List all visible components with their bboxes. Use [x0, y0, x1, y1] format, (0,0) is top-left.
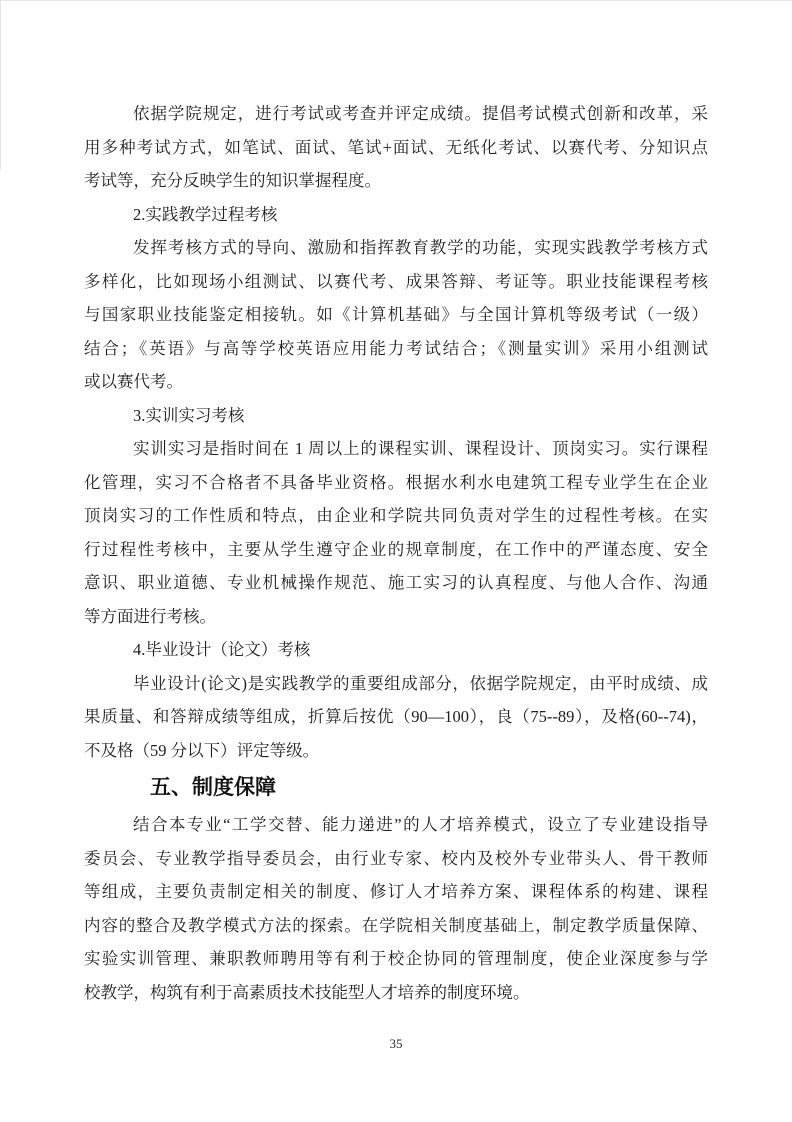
text-line: 意识、职业道德、专业机械操作规范、施工实习的认真程度、与他人合作、沟通 [84, 573, 708, 592]
text-line: 与国家职业技能鉴定相接轨。如《计算机基础》与全国计算机等级考试（一级） [84, 305, 708, 324]
text-line: 内容的整合及教学模式方法的探索。在学院相关制度基础上，制定教学质量保障、 [84, 915, 708, 935]
page-top-edge [0, 0, 792, 1]
numbered-item-heading: 3.实训实习考核 [133, 405, 245, 425]
text-line: 结合本专业“工学交替、能力递进”的人才培养模式，设立了专业建设指导 [133, 815, 708, 834]
page-left-edge [0, 0, 1, 170]
text-line: 不及格（59 分以下）评定等级。 [84, 740, 320, 760]
text-line: 果质量、和答辩成绩等组成，折算后按优（90—100），良（75--89），及格(60--74)， [84, 707, 708, 726]
text-line: 等组成，主要负责制定相关的制度、修订人才培养方案、课程体系的构建、课程 [84, 882, 708, 901]
paragraph [84, 97, 708, 198]
paragraph [84, 432, 708, 633]
text-line: 等方面进行考核。 [84, 606, 216, 626]
text-line: 结合；《英语》与高等学校英语应用能力考试结合；《测量实训》采用小组测试 [84, 338, 708, 358]
text-line: 用多种考试方式，如笔试、面试、笔试+面试、无纸化考试、以赛代考、分知识点 [84, 137, 708, 157]
text-line: 多样化，比如现场小组测试、以赛代考、成果答辩、考证等。职业技能课程考核 [84, 271, 708, 291]
numbered-item-heading: 2.实践教学过程考核 [133, 204, 278, 224]
paragraph [84, 808, 708, 1009]
text-line: 毕业设计(论文)是实践教学的重要组成部分，依据学院规定，由平时成绩、成 [133, 673, 708, 693]
text-line: 行过程性考核中，主要从学生遵守企业的规章制度，在工作中的严谨态度、安全 [84, 539, 708, 559]
document-body [84, 97, 708, 1009]
text-line: 委员会、专业教学指导委员会，由行业专家、校内及校外专业带头人、骨干教师 [84, 848, 708, 868]
text-line: 实训实习是指时间在 1 周以上的课程实训、课程设计、顶岗实习。实行课程 [133, 439, 708, 458]
text-line: 或以赛代考。 [84, 372, 183, 391]
page-number: 35 [389, 1036, 403, 1051]
text-line: 依据学院规定，进行考试或考查并评定成绩。提倡考试模式创新和改革，采 [133, 104, 708, 123]
text-line: 发挥考核方式的导向、激励和指挥教育教学的功能，实现实践教学考核方式 [133, 238, 708, 257]
paragraph [84, 667, 708, 768]
text-line: 校教学，构筑有利于高素质技术技能型人才培养的制度环境。 [84, 982, 530, 1002]
text-line: 实验实训管理、兼职教师聘用等有利于校企协同的管理制度，使企业深度参与学 [84, 949, 708, 968]
numbered-item-heading: 4.毕业设计（论文）考核 [133, 640, 311, 659]
text-line: 顶岗实习的工作性质和特点，由企业和学院共同负责对学生的过程性考核。在实 [84, 506, 708, 525]
text-line: 化管理，实习不合格者不具备毕业资格。根据水利水电建筑工程专业学生在企业 [84, 472, 708, 492]
text-line: 考试等，充分反映学生的知识掌握程度。 [84, 171, 381, 190]
section-heading: 五、制度保障 [150, 776, 276, 799]
paragraph [84, 231, 708, 399]
